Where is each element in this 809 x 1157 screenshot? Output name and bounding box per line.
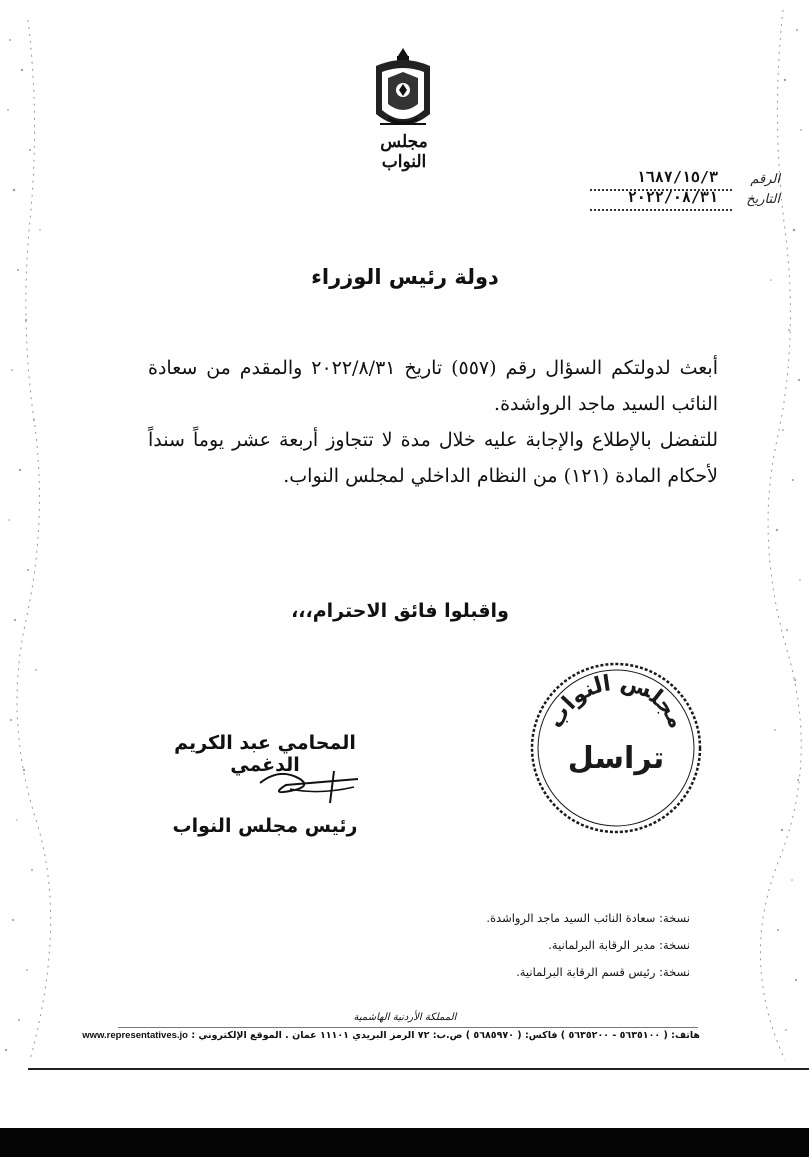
closing-salutation: واقبلوا فائق الاحترام،،، (291, 600, 509, 622)
reference-number-value: ١٦٨٧/١٥/٣ (636, 168, 718, 186)
right-scan-edge (749, 0, 809, 1070)
signatory-title: رئيس مجلس النواب (172, 815, 358, 837)
reference-date-value: ٢٠٢٢/٠٨/٣١ (627, 188, 718, 206)
copy-line: نسخة: رئيس قسم الرقابة البرلمانية. (516, 965, 690, 979)
footer-contact-text: هاتف: ( ٥٦٣٥١٠٠ - ٥٦٣٥٢٠٠ ) فاكس: ( ٥٦٨٥٩٧٠ ) ص.ب: ٧٢ الرمز البريدي ١١١٠١ عمان . الموقع الإلكتروني : (191, 1030, 700, 1041)
copies-list (420, 905, 690, 986)
reference-date-label: التاريخ (746, 192, 780, 207)
coat-of-arms-emblem (368, 44, 438, 139)
footer-divider (118, 1027, 698, 1028)
seal-top-text: مجلس النواب (543, 670, 689, 733)
copy-line: نسخة: مدير الرقابة البرلمانية. (548, 938, 690, 952)
scan-bottom-black-bar (0, 1128, 809, 1157)
left-scan-edge (0, 0, 60, 1070)
seal-center-text: تراسل (567, 741, 665, 776)
footer-website-link[interactable]: www.representatives.jo (82, 1030, 188, 1041)
scan-bottom-line (28, 1068, 809, 1070)
reference-date-dotted-line (590, 209, 732, 211)
reference-number-label: الرقم (750, 172, 780, 187)
council-name: مجلس النواب (380, 132, 428, 172)
copy-line: نسخة: سعادة النائب السيد ماجد الرواشدة. (486, 911, 690, 925)
svg-text:مجلس النواب (543, 670, 689, 732)
signatory-name: المحامي عبد الكريم الدغمي (174, 732, 356, 776)
body-paragraph: للتفضل بالإطلاع والإجابة عليه خلال مدة لا تتجاوز أربعة عشر يوماً سنداً لأحكام المادة (١٢١) من النظام الداخلي لمجلس النواب. (148, 429, 718, 487)
letter-body (148, 350, 718, 494)
body-paragraph: أبعث لدولتكم السؤال رقم (٥٥٧) تاريخ ٢٠٢٢/٨/٣١ والمقدم من سعادة النائب السيد ماجد الرواشدة. (148, 357, 718, 415)
footer-kingdom-name: المملكة الأردنية الهاشمية (353, 1012, 457, 1023)
footer-contact-info (82, 1030, 700, 1041)
addressee: دولة رئيس الوزراء (311, 265, 499, 289)
handwritten-signature (250, 765, 370, 805)
official-seal-stamp (528, 660, 704, 836)
